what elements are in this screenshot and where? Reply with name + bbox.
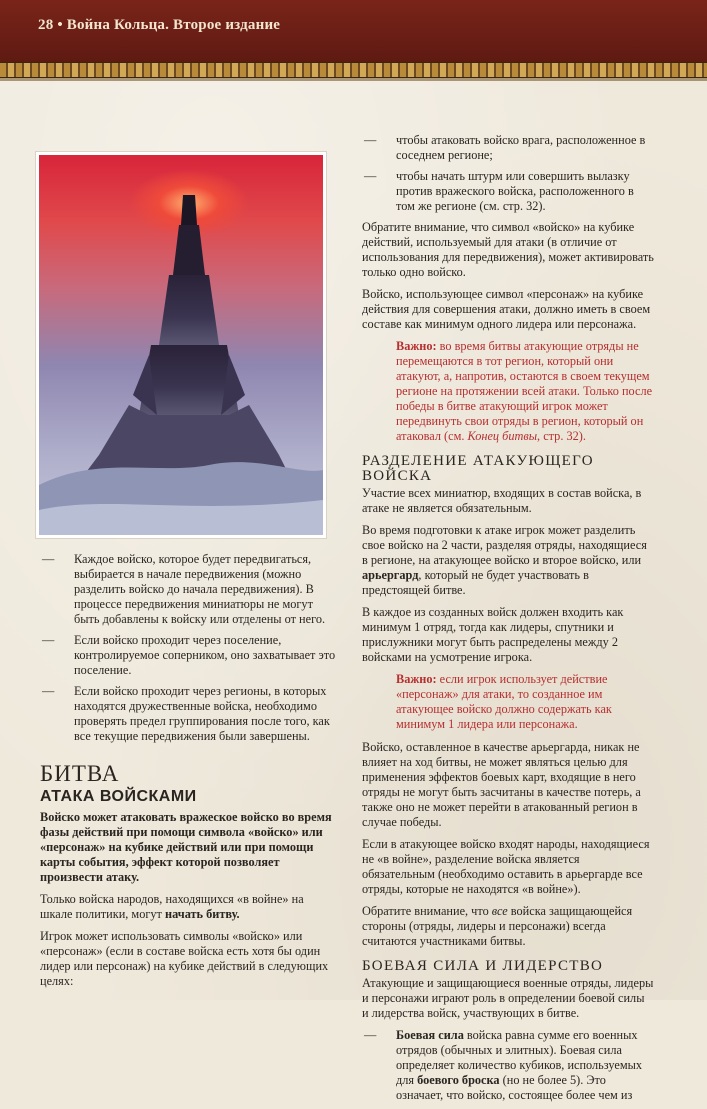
paragraph: Войско, использующее символ «персонаж» на кубике действия для совершения атаки, должно иметь в своем составе как минимум одного лидера или персонажа. — [362, 287, 651, 331]
list-item: — Каждое войско, которое будет передвигаться, выбирается в начале передвижения (можно разделить войско до начала передвижения). В процессе передвижения миниатюры не могут быть добавлены к войску или отделены от него. — [42, 552, 326, 626]
border-shadow — [0, 78, 707, 81]
paragraph: Если в атакующее войско входят народы, находящиеся не «в войне», разделение войска является обязательным (необходимо оставить в арьергарде все отряды, которые не находятся «в войне»). — [362, 837, 650, 896]
subheading-army-attack: АТАКА ВОЙСКАМИ — [40, 788, 197, 805]
paragraph: Атакующие и защищающиеся военные отряды, лидеры и персонажи играют роль в определении боевой силы и лидерства войск, участвующих в битве. — [362, 976, 654, 1020]
section-heading-battle: БИТВА — [40, 761, 120, 786]
heading-split-army: РАЗДЕЛЕНИЕ АТАКУЮЩЕГО ВОЙСКА — [362, 453, 594, 484]
paragraph: Игрок может использовать символы «войско» или «персонаж» (если в составе войска есть хотя бы один лидер или персонаж) на кубике действий в следующих целях: — [40, 929, 329, 988]
paragraph: Только войска народов, находящихся «в войне» на шкале политики, могут начать битву. — [40, 892, 304, 921]
left-column — [40, 552, 336, 996]
paragraph: Во время подготовки к атаке игрок может разделить свое войско на 2 части, разделяя отряды, находящиеся в регионе, на атакующее войско и второе войско, или арьергард, который не будет участвовать в предстоящей битве. — [362, 523, 647, 597]
list-item: — чтобы начать штурм или совершить вылазку против вражеского войска, расположенного в том же регионе (см. стр. 32). — [364, 169, 634, 213]
paragraph: Участие всех миниатюр, входящих в состав войска, в атаке не является обязательным. — [362, 486, 642, 515]
list-item: — чтобы атаковать войско врага, расположенное в соседнем регионе; — [364, 133, 646, 162]
list-item: — Если войско проходит через регионы, в которых находятся дружественные войска, необходимо проверять предел группирования после того, как все текущие передвижения были завершены. — [42, 684, 330, 743]
intro-paragraph: Войско может атаковать вражеское войско во время фазы действий при помощи символа «войско» или «персонаж» на кубике действий или при помощи карты события, эффект которой позволяет произвести атаку. — [40, 810, 332, 884]
heading-combat-strength: БОЕВАЯ СИЛА И ЛИДЕРСТВО — [362, 958, 604, 974]
list-item: — Если войско проходит через поселение, контролируемое соперником, оно захватывает это поселение. — [42, 633, 336, 677]
paragraph: Обратите внимание, что символ «войско» на кубике действий, используемый для атаки (в отличие от использования для передвижения), может активировать только одно войско. — [362, 220, 654, 279]
right-column — [362, 133, 654, 1109]
important-note: Важно: во время битвы атакующие отряды не перемещаются в тот регион, который они атакуют, а, напротив, остаются в своем текущем регионе на протяжении всей атаки. Только после победы в битве атакующий игрок может передвинуть свои отряды в регион, который он атаковал (см. Конец битвы, стр. 32). — [396, 339, 653, 443]
page-title: 28 • Война Кольца. Второе издание — [38, 17, 281, 33]
page-header — [0, 0, 707, 62]
paragraph: Войско, оставленное в качестве арьергарда, никак не влияет на ход битвы, не может являться целью для применения эффектов боевых карт, входящие в него отряды не могут быть засчитаны в качестве потерь, а также оно не может перейти в атакованный регион в случае победы. — [362, 740, 641, 829]
tower-painting — [39, 155, 323, 535]
paragraph: Обратите внимание, что все войска защищающейся стороны (отряды, лидеры и персонажи) всегда считаются участниками битвы. — [362, 904, 633, 948]
important-note: Важно: если игрок использует действие «персонаж» для атаки, то созданное им атакующее войско должно содержать как минимум 1 лидера или персонажа. — [396, 672, 612, 731]
ornamental-border — [0, 62, 707, 78]
paragraph: В каждое из созданных войск должен входить как минимум 1 отряд, тогда как лидеры, спутники и прислужники могут быть распределены между 2 войсками на усмотрение игрока. — [362, 605, 624, 664]
list-item: — Боевая сила войска равна сумме его военных отрядов (обычных и элитных). Боевая сила определяет количество кубиков, используемых для боевого броска (но не более 5). Это означает, что войско, состоящее более чем из — [364, 1028, 643, 1102]
barad-dur-illustration — [36, 152, 326, 538]
